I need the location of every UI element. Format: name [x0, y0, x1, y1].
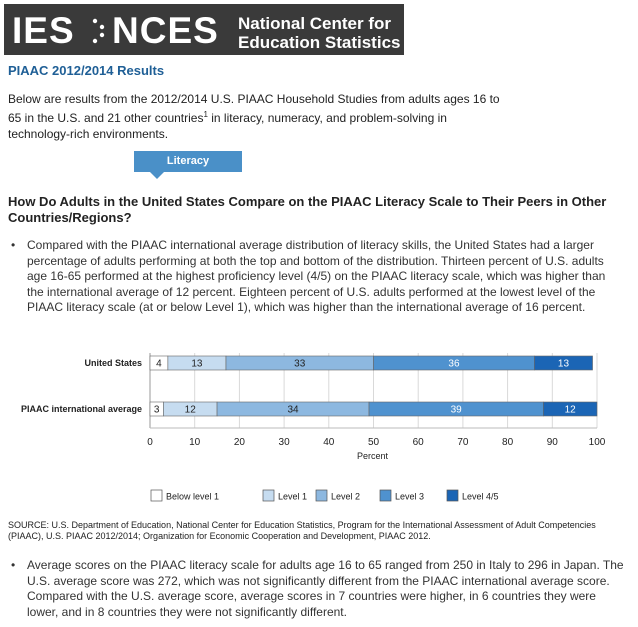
intro-paragraph [8, 91, 508, 142]
intro-text-end: in literacy, numeracy, and problem-solving in technology-rich environments. [8, 111, 447, 141]
x-tick-label: 60 [412, 437, 424, 448]
x-tick-label: 20 [233, 437, 245, 448]
bullet-item [11, 238, 625, 316]
data-label: 12 [564, 404, 576, 416]
bullet-icon: • [11, 558, 16, 572]
category-label: United States [84, 358, 142, 368]
x-axis-title: Percent [356, 451, 389, 461]
legend-label: Level 4/5 [462, 491, 499, 502]
data-label: 39 [450, 404, 462, 416]
legend-swatch [316, 490, 327, 501]
data-label: 13 [191, 358, 203, 370]
x-tick-label: 40 [323, 437, 335, 448]
intro-text: Below are results from the 2012/2014 U.S. PIAAC Household Studies from adults ages 16 to 65 in the U.S. and 21 other countries [8, 92, 500, 125]
category-label: PIAAC international average [20, 404, 142, 414]
x-tick-label: 10 [189, 437, 201, 448]
tab-literacy[interactable]: Literacy [134, 151, 242, 172]
data-label: 34 [287, 404, 299, 416]
legend-swatch [447, 490, 458, 501]
bullet-icon: • [11, 238, 16, 252]
data-label: 4 [156, 358, 162, 370]
intro-footnote-link[interactable]: 1 [203, 110, 208, 119]
data-label: 36 [448, 358, 460, 370]
literacy-distribution-chart [0, 340, 638, 515]
legend-label: Level 3 [395, 491, 425, 502]
logo-ies-text: IES [12, 10, 75, 51]
data-label: 33 [294, 358, 306, 370]
legend-swatch [263, 490, 274, 501]
data-label: 3 [153, 404, 160, 416]
tab-pointer-icon [150, 172, 164, 179]
legend-label: Level 2 [331, 491, 361, 502]
source-note: SOURCE: U.S. Department of Education, National Center for Education Statistics, Program for the International Assessment of Adult Competencies (PIAAC), U.S. PIAAC 2012/2014; Organization for Economic Cooperation and Development, PIAAC 2012. [8, 520, 596, 541]
x-tick-label: 30 [278, 437, 290, 448]
data-label: 12 [184, 404, 196, 416]
bullet-text: Average scores on the PIAAC literacy scale for adults age 16 to 65 ranged from 250 in Italy to 296 in Japan. The U.S. average score was 272, which was not significantly different from the PIAAC international average score. Compared with the U.S. average score, average scores in 7 countries were higher, in 6 countries they were lower, and in 8 countries they were not significantly different. [27, 558, 624, 619]
data-label: 13 [557, 358, 570, 370]
logo-name-line1: National Center for [238, 14, 392, 33]
nces-logo[interactable] [4, 4, 404, 55]
legend-label: Below level 1 [166, 491, 220, 502]
x-tick-label: 50 [367, 437, 380, 448]
logo-nces-text: NCES [112, 10, 219, 51]
logo-name-line2: Education Statistics [238, 33, 401, 52]
page-title: PIAAC 2012/2014 Results [8, 63, 165, 78]
legend-label: Level 1 [278, 491, 308, 502]
x-tick-label: 100 [588, 437, 606, 448]
legend-swatch [151, 490, 162, 501]
bullet-item [11, 558, 625, 620]
x-tick-label: 70 [457, 437, 469, 448]
legend-swatch [380, 490, 391, 501]
bullet-text: Compared with the PIAAC international average distribution of literacy skills, the United States had a larger percentage of adults performing at both the top and bottom of the distribution. Thirteen percent of U.S. adults age 16-65 performed at the highest proficiency level (4/5) on the PIAAC literacy scale, which was higher than the international average of 12 percent. Eighteen percent of U.S. adults performed at the lowest level of the PIAAC literacy scale (at or below Level 1), which was higher than the international average of 16 percent. [27, 238, 606, 314]
x-tick-label: 80 [502, 437, 514, 448]
x-tick-label: 90 [546, 437, 558, 448]
logo-dots-icon [90, 13, 108, 47]
x-tick-label: 0 [147, 437, 153, 448]
section-heading: How Do Adults in the United States Compare on the PIAAC Literacy Scale to Their Peers in Other Countries/Regions? [8, 194, 607, 225]
